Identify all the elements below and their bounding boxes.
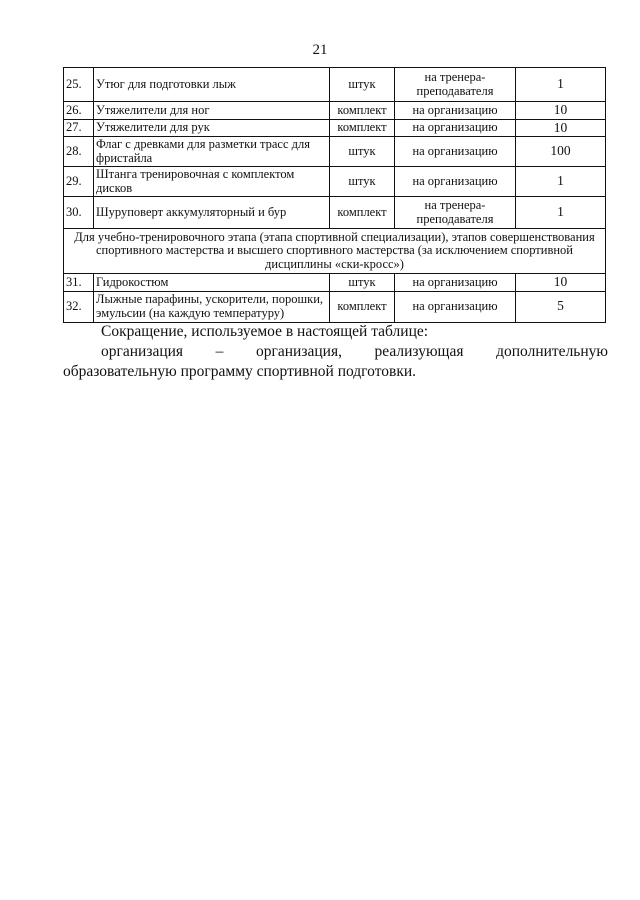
item-name: Штанга тренировочная с комплектом дисков [94, 167, 330, 197]
row-number: 31. [64, 274, 94, 292]
section-header-row [64, 229, 606, 274]
abbreviation-definition: организация – организация, реализующая дополнительную образовательную программу спортивной подготовки. [63, 343, 608, 380]
calculation-unit: на тренера-преподавателя [395, 68, 516, 102]
table-row [64, 274, 606, 292]
item-name: Лыжные парафины, ускорители, порошки, эмульсии (на каждую температуру) [94, 291, 330, 322]
notes-block [63, 322, 608, 382]
item-name: Шуруповерт аккумуляторный и бур [94, 197, 330, 229]
quantity: 100 [516, 137, 606, 167]
item-name: Утяжелители для ног [94, 102, 330, 120]
section-header: Для учебно-тренировочного этапа (этапа спортивной специализации), этапов совершенствования спортивного мастерства и высшего спортивного мастерства (за исключением спортивной дисциплины «ски-кросс») [64, 229, 606, 274]
unit-of-measure: комплект [330, 291, 395, 322]
table-row [64, 137, 606, 167]
calculation-unit: на организацию [395, 274, 516, 292]
item-name: Утюг для подготовки лыж [94, 68, 330, 102]
row-number: 28. [64, 137, 94, 167]
table-row [64, 197, 606, 229]
unit-of-measure: штук [330, 274, 395, 292]
abbreviation-title: Сокращение, используемое в настоящей таблице: [101, 323, 429, 340]
unit-of-measure: комплект [330, 102, 395, 120]
row-number: 27. [64, 119, 94, 137]
calculation-unit: на организацию [395, 167, 516, 197]
table-row [64, 68, 606, 102]
calculation-unit: на организацию [395, 137, 516, 167]
table-row [64, 119, 606, 137]
row-number: 25. [64, 68, 94, 102]
quantity: 1 [516, 167, 606, 197]
table-row [64, 102, 606, 120]
row-number: 26. [64, 102, 94, 120]
quantity: 1 [516, 197, 606, 229]
quantity: 10 [516, 102, 606, 120]
quantity: 1 [516, 68, 606, 102]
unit-of-measure: штук [330, 137, 395, 167]
unit-of-measure: комплект [330, 197, 395, 229]
unit-of-measure: комплект [330, 119, 395, 137]
item-name: Утяжелители для рук [94, 119, 330, 137]
calculation-unit: на организацию [395, 102, 516, 120]
calculation-unit: на организацию [395, 119, 516, 137]
item-name: Гидрокостюм [94, 274, 330, 292]
table-row [64, 167, 606, 197]
item-name: Флаг с древками для разметки трасс для фристайла [94, 137, 330, 167]
table-row [64, 291, 606, 322]
equipment-table [63, 67, 606, 323]
row-number: 29. [64, 167, 94, 197]
quantity: 10 [516, 119, 606, 137]
unit-of-measure: штук [330, 68, 395, 102]
row-number: 30. [64, 197, 94, 229]
calculation-unit: на тренера-преподавателя [395, 197, 516, 229]
quantity: 5 [516, 291, 606, 322]
row-number: 32. [64, 291, 94, 322]
calculation-unit: на организацию [395, 291, 516, 322]
quantity: 10 [516, 274, 606, 292]
unit-of-measure: штук [330, 167, 395, 197]
page-number: 21 [312, 42, 328, 58]
